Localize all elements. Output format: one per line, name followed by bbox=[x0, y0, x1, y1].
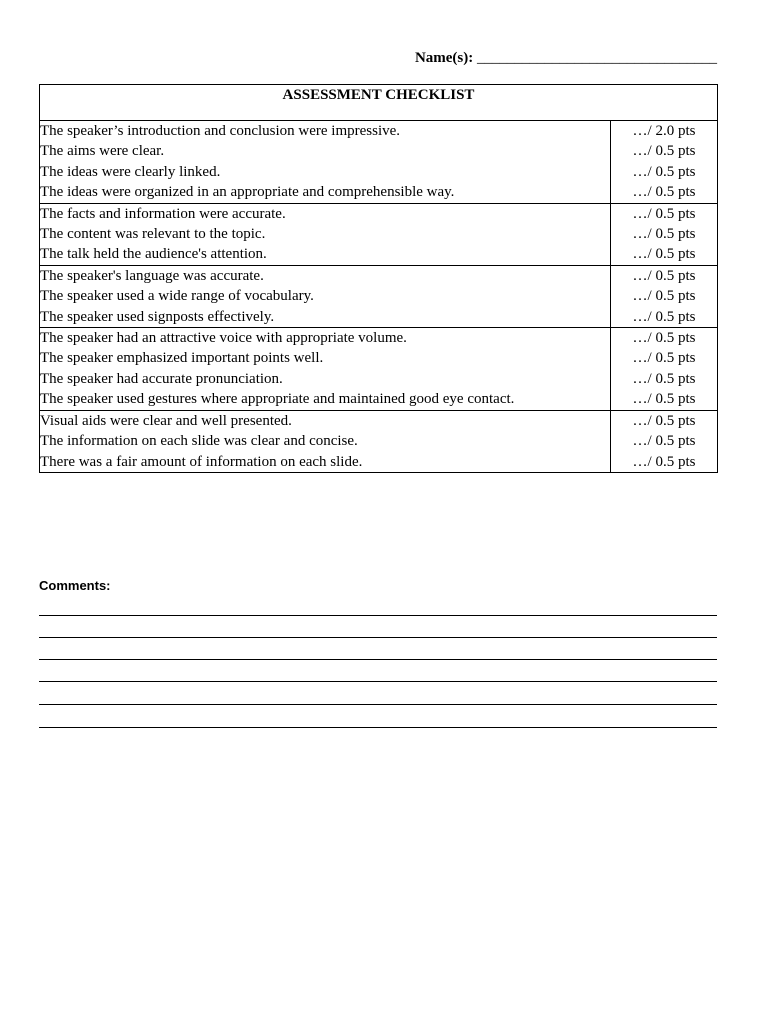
criterion: The speaker’s introduction and conclusion were impressive. bbox=[40, 123, 401, 139]
score-field[interactable]: …/ 0.5 pts bbox=[632, 184, 696, 201]
criterion: The speaker used a wide range of vocabulary. bbox=[40, 288, 314, 305]
criterion: The ideas were organized in an appropriate and comprehensible way. bbox=[40, 184, 455, 201]
score-field[interactable]: …/ 0.5 pts bbox=[632, 412, 696, 429]
score-field[interactable]: …/ 2.0 pts bbox=[632, 123, 696, 139]
criterion: The aims were clear. bbox=[40, 143, 165, 160]
section-items bbox=[40, 328, 611, 411]
score-field[interactable]: …/ 0.5 pts bbox=[632, 370, 696, 387]
section-points bbox=[611, 410, 718, 472]
score-field[interactable]: …/ 0.5 pts bbox=[632, 143, 696, 160]
criterion: The information on each slide was clear and concise. bbox=[40, 433, 358, 450]
criterion: The speaker used gestures where appropriate and maintained good eye contact. bbox=[40, 391, 515, 408]
score-field[interactable]: …/ 0.5 pts bbox=[632, 330, 696, 347]
checklist-section-organization bbox=[40, 121, 718, 204]
comment-line[interactable] bbox=[39, 727, 717, 728]
score-field[interactable]: …/ 0.5 pts bbox=[632, 267, 696, 284]
score-field[interactable]: …/ 0.5 pts bbox=[632, 433, 696, 450]
section-points bbox=[611, 121, 718, 204]
score-field[interactable]: …/ 0.5 pts bbox=[632, 391, 696, 408]
checklist-section-content bbox=[40, 203, 718, 265]
criterion: Visual aids were clear and well presented. bbox=[40, 412, 292, 429]
comments-label: Comments: bbox=[39, 578, 111, 593]
score-field[interactable]: …/ 0.5 pts bbox=[632, 226, 696, 243]
criterion: The speaker had accurate pronunciation. bbox=[40, 370, 283, 387]
checklist-section-language bbox=[40, 265, 718, 327]
section-points bbox=[611, 265, 718, 327]
criterion: The speaker emphasized important points well. bbox=[40, 350, 324, 367]
section-items bbox=[40, 265, 611, 327]
comment-line[interactable] bbox=[39, 615, 717, 616]
assessment-checklist-table bbox=[39, 84, 718, 473]
score-field[interactable]: …/ 0.5 pts bbox=[632, 350, 696, 367]
criterion: The speaker had an attractive voice with appropriate volume. bbox=[40, 330, 407, 347]
score-field[interactable]: …/ 0.5 pts bbox=[632, 205, 696, 222]
section-points bbox=[611, 328, 718, 411]
checklist-section-delivery bbox=[40, 328, 718, 411]
criterion: The talk held the audience's attention. bbox=[40, 246, 267, 263]
checklist-section-visual-aids bbox=[40, 410, 718, 472]
section-items bbox=[40, 410, 611, 472]
score-field[interactable]: …/ 0.5 pts bbox=[632, 246, 696, 263]
score-field[interactable]: …/ 0.5 pts bbox=[632, 453, 696, 470]
score-field[interactable]: …/ 0.5 pts bbox=[632, 288, 696, 305]
checklist-title-row bbox=[40, 85, 718, 121]
section-points bbox=[611, 203, 718, 265]
comment-line[interactable] bbox=[39, 659, 717, 660]
score-field[interactable]: …/ 0.5 pts bbox=[632, 163, 696, 180]
names-label: Name(s): bbox=[414, 50, 474, 66]
criterion: The content was relevant to the topic. bbox=[40, 226, 266, 243]
comment-line[interactable] bbox=[39, 681, 717, 682]
section-items bbox=[40, 121, 611, 204]
criterion: The facts and information were accurate. bbox=[40, 205, 286, 222]
names-blank-line: ________________________________ bbox=[477, 50, 717, 66]
section-items bbox=[40, 203, 611, 265]
comment-line[interactable] bbox=[39, 637, 717, 638]
criterion: There was a fair amount of information on each slide. bbox=[40, 453, 363, 470]
score-field[interactable]: …/ 0.5 pts bbox=[632, 308, 696, 325]
names-field[interactable] bbox=[415, 50, 717, 67]
criterion: The speaker used signposts effectively. bbox=[40, 308, 275, 325]
criterion: The ideas were clearly linked. bbox=[40, 163, 221, 180]
comment-line[interactable] bbox=[39, 704, 717, 705]
criterion: The speaker's language was accurate. bbox=[40, 267, 264, 284]
checklist-title: ASSESSMENT CHECKLIST bbox=[40, 85, 718, 121]
